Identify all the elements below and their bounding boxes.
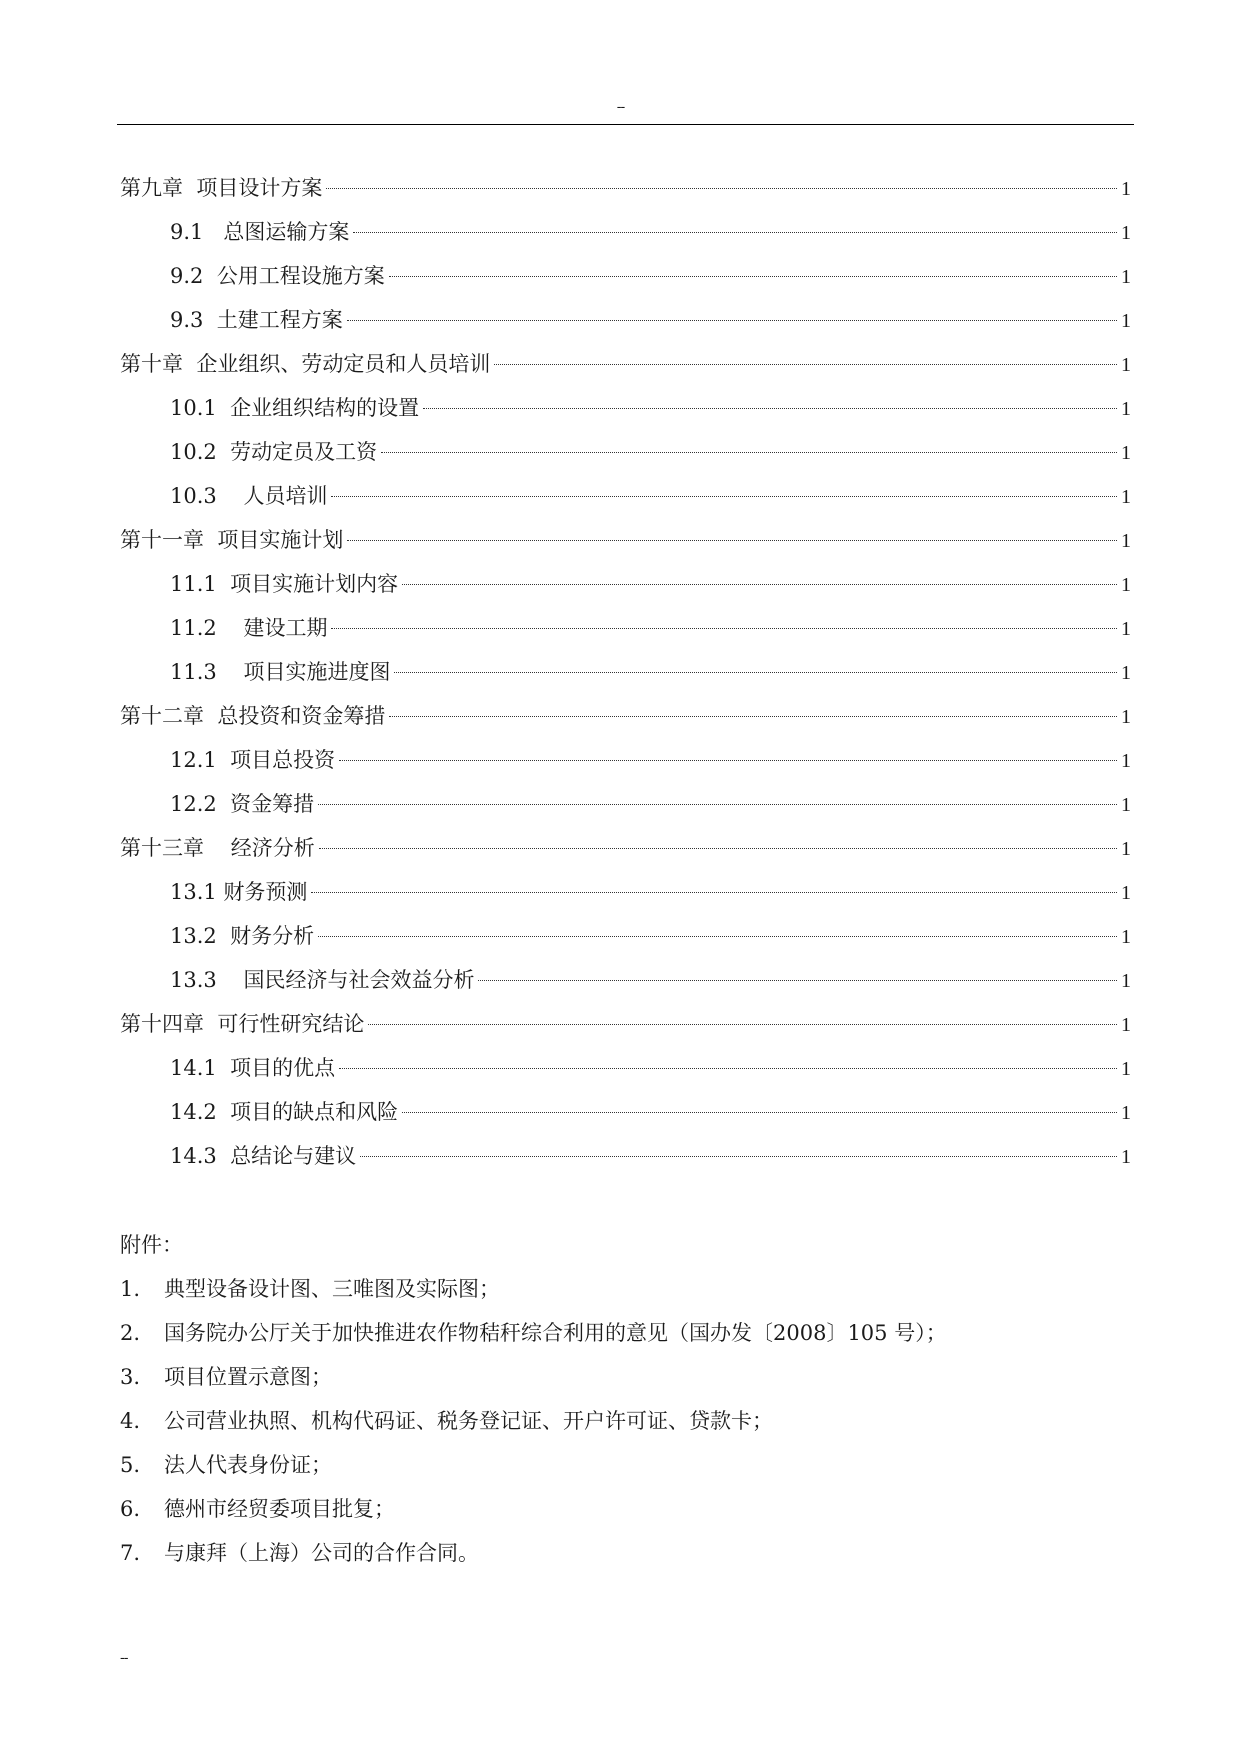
toc-dot-leader	[319, 848, 1117, 849]
toc-section-entry[interactable]	[120, 474, 1131, 518]
toc-page-number: 1	[1121, 310, 1131, 332]
toc-page-number: 1	[1121, 178, 1131, 200]
toc-dot-leader	[389, 276, 1117, 277]
attachment-text: 法人代表身份证；	[164, 1453, 332, 1477]
toc-entry-title: 第十二章 总投资和资金筹措	[120, 704, 386, 728]
toc-section-entry[interactable]	[120, 1046, 1131, 1090]
toc-entry-title: 13.3 国民经济与社会效益分析	[170, 968, 475, 992]
toc-dot-leader	[423, 408, 1117, 409]
toc-dot-leader	[339, 1068, 1117, 1069]
toc-entry-title: 第十四章 可行性研究结论	[120, 1012, 365, 1036]
toc-entry-title: 14.3 总结论与建议	[170, 1144, 357, 1168]
toc-chapter-entry[interactable]	[120, 166, 1131, 210]
toc-entry-title: 10.3 人员培训	[170, 484, 328, 508]
toc-entry-title: 第十章 企业组织、劳动定员和人员培训	[120, 352, 491, 376]
toc-entry-title: 13.1 财务预测	[170, 880, 308, 904]
toc-section-entry[interactable]	[120, 958, 1131, 1002]
toc-page-number: 1	[1121, 838, 1131, 860]
toc-dot-leader	[339, 760, 1117, 761]
toc-page-number: 1	[1121, 1058, 1131, 1080]
toc-dot-leader	[331, 496, 1117, 497]
toc-dot-leader	[389, 716, 1117, 717]
toc-section-entry[interactable]	[120, 386, 1131, 430]
toc-entry-title: 12.2 资金筹措	[170, 792, 315, 816]
attachment-text: 公司营业执照、机构代码证、税务登记证、开户许可证、贷款卡；	[164, 1409, 773, 1433]
toc-page-number: 1	[1121, 794, 1131, 816]
toc-section-entry[interactable]	[120, 650, 1131, 694]
toc-page-number: 1	[1121, 442, 1131, 464]
toc-page-number: 1	[1121, 530, 1131, 552]
toc-page-number: 1	[1121, 618, 1131, 640]
toc-entry-title: 第十一章 项目实施计划	[120, 528, 344, 552]
toc-section-entry[interactable]	[120, 1090, 1131, 1134]
toc-page-number: 1	[1121, 354, 1131, 376]
page-footer-mark: --	[120, 1650, 128, 1666]
attachment-number: 7.	[120, 1541, 141, 1565]
toc-section-entry[interactable]	[120, 210, 1131, 254]
toc-page-number: 1	[1121, 1014, 1131, 1036]
attachment-item	[120, 1450, 1131, 1494]
toc-entry-title: 12.1 项目总投资	[170, 748, 336, 772]
toc-section-entry[interactable]	[120, 914, 1131, 958]
toc-page-number: 1	[1121, 1102, 1131, 1124]
page-header-mark: --	[616, 99, 625, 115]
toc-section-entry[interactable]	[120, 298, 1131, 342]
attachment-item	[120, 1406, 1131, 1450]
toc-dot-leader	[353, 232, 1117, 233]
toc-entry-title: 14.2 项目的缺点和风险	[170, 1100, 399, 1124]
attachment-item	[120, 1538, 1131, 1582]
toc-chapter-entry[interactable]	[120, 1002, 1131, 1046]
toc-chapter-entry[interactable]	[120, 694, 1131, 738]
toc-entry-title: 10.1 企业组织结构的设置	[170, 396, 420, 420]
toc-entry-title: 14.1 项目的优点	[170, 1056, 336, 1080]
toc-dot-leader	[494, 364, 1117, 365]
toc-entry-title: 第九章 项目设计方案	[120, 176, 323, 200]
attachment-text: 项目位置示意图；	[164, 1365, 332, 1389]
attachment-text: 典型设备设计图、三唯图及实际图；	[164, 1277, 500, 1301]
toc-page-number: 1	[1121, 486, 1131, 508]
toc-dot-leader	[360, 1156, 1117, 1157]
attachment-item	[120, 1362, 1131, 1406]
toc-page-number: 1	[1121, 706, 1131, 728]
toc-page-number: 1	[1121, 574, 1131, 596]
attachment-item	[120, 1274, 1131, 1318]
toc-section-entry[interactable]	[120, 738, 1131, 782]
attachment-text: 德州市经贸委项目批复；	[164, 1497, 395, 1521]
toc-dot-leader	[368, 1024, 1117, 1025]
attachment-number: 6.	[120, 1497, 141, 1521]
toc-entry-title: 11.1 项目实施计划内容	[170, 572, 399, 596]
toc-section-entry[interactable]	[120, 562, 1131, 606]
toc-page-number: 1	[1121, 222, 1131, 244]
toc-section-entry[interactable]	[120, 782, 1131, 826]
toc-dot-leader	[318, 804, 1117, 805]
toc-dot-leader	[381, 452, 1117, 453]
toc-dot-leader	[402, 584, 1117, 585]
attachment-number: 4.	[120, 1409, 141, 1433]
toc-dot-leader	[311, 892, 1117, 893]
toc-page-number: 1	[1121, 398, 1131, 420]
toc-entry-title: 9.3 土建工程方案	[170, 308, 343, 332]
toc-section-entry[interactable]	[120, 606, 1131, 650]
table-of-contents	[120, 166, 1131, 1178]
attachments-list	[120, 1274, 1131, 1582]
toc-page-number: 1	[1121, 750, 1131, 772]
toc-section-entry[interactable]	[120, 870, 1131, 914]
toc-entry-title: 10.2 劳动定员及工资	[170, 440, 378, 464]
toc-page-number: 1	[1121, 1146, 1131, 1168]
toc-entry-title: 9.1 总图运输方案	[170, 220, 350, 244]
attachment-number: 3.	[120, 1365, 141, 1389]
toc-chapter-entry[interactable]	[120, 826, 1131, 870]
toc-page-number: 1	[1121, 926, 1131, 948]
toc-section-entry[interactable]	[120, 254, 1131, 298]
toc-dot-leader	[478, 980, 1117, 981]
toc-chapter-entry[interactable]	[120, 518, 1131, 562]
attachment-item	[120, 1318, 1131, 1362]
attachment-text: 与康拜（上海）公司的合作合同。	[164, 1541, 479, 1565]
toc-entry-title: 9.2 公用工程设施方案	[170, 264, 385, 288]
toc-dot-leader	[326, 188, 1117, 189]
toc-section-entry[interactable]	[120, 430, 1131, 474]
toc-page-number: 1	[1121, 266, 1131, 288]
toc-dot-leader	[402, 1112, 1117, 1113]
toc-chapter-entry[interactable]	[120, 342, 1131, 386]
attachment-number: 2.	[120, 1321, 141, 1345]
toc-page-number: 1	[1121, 970, 1131, 992]
toc-entry-title: 11.2 建设工期	[170, 616, 328, 640]
toc-dot-leader	[318, 936, 1117, 937]
toc-entry-title: 11.3 项目实施进度图	[170, 660, 391, 684]
toc-entry-title: 13.2 财务分析	[170, 924, 315, 948]
toc-dot-leader	[347, 320, 1117, 321]
attachments-heading: 附件：	[120, 1233, 183, 1257]
attachments-section	[120, 1230, 1131, 1582]
toc-dot-leader	[394, 672, 1117, 673]
attachment-item	[120, 1494, 1131, 1538]
toc-entry-title: 第十三章 经济分析	[120, 836, 315, 860]
toc-dot-leader	[347, 540, 1117, 541]
toc-page-number: 1	[1121, 882, 1131, 904]
toc-dot-leader	[331, 628, 1117, 629]
header-divider	[117, 124, 1134, 125]
attachment-number: 1.	[120, 1277, 141, 1301]
toc-page-number: 1	[1121, 662, 1131, 684]
attachment-text: 国务院办公厅关于加快推进农作物秸秆综合利用的意见（国办发〔2008〕105 号）；	[164, 1321, 947, 1345]
attachment-number: 5.	[120, 1453, 141, 1477]
toc-section-entry[interactable]	[120, 1134, 1131, 1178]
